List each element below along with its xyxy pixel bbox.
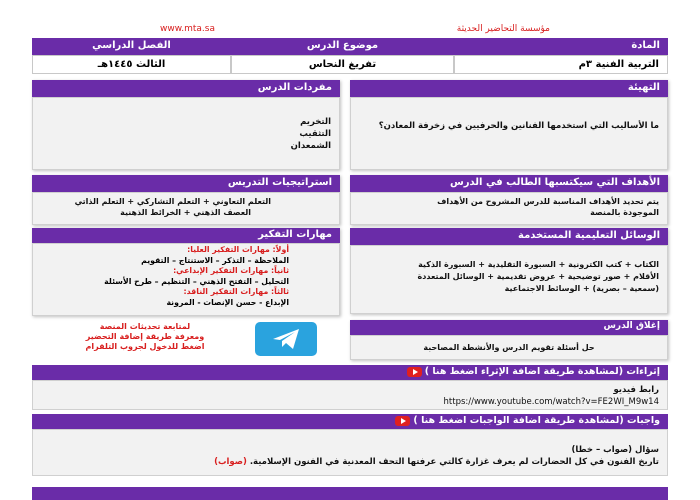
aids-text: الكتاب + كتب الكترونية + السبورة التقليدية + السبورة الذكية الأقلام + صور توضيحية + عروض تقديمية + الوسائل المتعددة (سمعية – بصرية) + الوسائط الاجتماعية bbox=[417, 260, 659, 293]
video-label: رابط فيديو bbox=[613, 385, 659, 395]
vocab-item: التثقيب bbox=[299, 129, 331, 139]
header-subject-label: المادة bbox=[631, 40, 660, 51]
promo-line-2: ومعرفة طريقة إضافة التحضير bbox=[85, 332, 205, 341]
homework-body bbox=[32, 429, 668, 476]
strategies-body bbox=[32, 192, 340, 225]
strategies-title bbox=[32, 175, 340, 192]
warmup-body bbox=[350, 97, 668, 170]
value-topic-text: تفريغ النحاس bbox=[308, 59, 377, 70]
next-section-header bbox=[32, 487, 668, 500]
site-url[interactable]: www.mta.sa bbox=[160, 24, 215, 34]
homework-question-text: تاريخ الفنون في كل الحضارات لم يعرف غزارة كالتي عرفتها التحف المعدنية في الفنون الإسلامية. bbox=[249, 457, 659, 467]
enrichment-section bbox=[32, 365, 668, 410]
aids-title bbox=[350, 228, 668, 245]
video-url[interactable]: https://www.youtube.com/watch?v=FE2WI_M9w14 bbox=[443, 397, 659, 407]
aids-body bbox=[350, 245, 668, 314]
value-subject-text: التربية الفنية ٣م bbox=[578, 59, 659, 70]
info-table bbox=[32, 38, 668, 74]
youtube-icon[interactable] bbox=[395, 416, 410, 426]
thinking-title bbox=[32, 228, 340, 243]
thinking-heading-3: ثالثاً: مهارات التفكير الناقد: bbox=[183, 287, 289, 296]
thinking-title-text: مهارات التفكير bbox=[258, 229, 332, 240]
warmup-title-text: التهيئة bbox=[627, 82, 660, 93]
header-semester-label: الفصل الدراسي bbox=[92, 40, 171, 51]
homework-question-type: سؤال (صواب – خطا) bbox=[571, 445, 659, 455]
strategies-title-text: استراتيجيات التدريس bbox=[227, 177, 332, 188]
telegram-promo-text[interactable] bbox=[70, 322, 220, 352]
strategies-section bbox=[32, 175, 340, 225]
strategies-line-2: العصف الذهني + الخرائط الذهنية bbox=[120, 208, 251, 217]
objectives-body bbox=[350, 192, 668, 225]
strategies-line-1: التعلم التعاوني + التعلم التشاركي + التعلم الذاتي bbox=[74, 197, 271, 206]
enrichment-body bbox=[32, 380, 668, 410]
thinking-body bbox=[32, 243, 340, 316]
telegram-icon[interactable] bbox=[255, 322, 317, 356]
closing-section bbox=[350, 320, 668, 360]
homework-section bbox=[32, 414, 668, 476]
vocab-title bbox=[32, 80, 340, 97]
homework-title-text: واجبات (لمشاهدة طريقة اضافة الواجبات اضغط هنا ) bbox=[413, 415, 660, 426]
header-semester bbox=[32, 38, 231, 55]
promo-line-3: اضغط للدخول لجروب التلقرام bbox=[85, 342, 205, 351]
closing-body bbox=[350, 335, 668, 360]
value-semester bbox=[32, 55, 231, 74]
enrichment-title[interactable] bbox=[32, 365, 668, 380]
warmup-question: ما الأساليب التي استخدمها الفنانين والحرفيين في زخرفة المعادن؟ bbox=[378, 121, 659, 131]
homework-title[interactable] bbox=[32, 414, 668, 429]
aids-section bbox=[350, 228, 668, 314]
vocab-list bbox=[243, 116, 331, 152]
objectives-title bbox=[350, 175, 668, 192]
warmup-section bbox=[350, 80, 668, 170]
promo-line-1: لمتابعة تحديثات المنصة bbox=[99, 322, 191, 331]
thinking-heading-2: ثانياً: مهارات التفكير الإبداعي: bbox=[173, 266, 289, 275]
header-topic-label: موضوع الدرس bbox=[306, 40, 379, 51]
closing-title bbox=[350, 320, 668, 335]
closing-text: حل أسئلة تقويم الدرس والأنشطة المصاحبة bbox=[423, 343, 595, 352]
objectives-title-text: الأهداف التي سيكتسبها الطالب في الدرس bbox=[449, 177, 660, 188]
homework-answer: (صواب) bbox=[214, 457, 247, 467]
org-name: مؤسسة التحاضير الحديثة bbox=[456, 24, 550, 34]
value-semester-text: الثالث ١٤٤٥هـ bbox=[97, 59, 166, 70]
telegram-plane-icon bbox=[255, 322, 317, 356]
objectives-section bbox=[350, 175, 668, 225]
thinking-section bbox=[32, 228, 340, 316]
vocab-body bbox=[32, 97, 340, 170]
enrichment-title-text: إثراءات (لمشاهدة طريقة اضافة الإثراء اضغط هنا ) bbox=[424, 366, 660, 377]
value-topic bbox=[231, 55, 454, 74]
thinking-line-1: الملاحظة – التذكر – الاستنتاج – التقويم bbox=[141, 255, 289, 265]
vocab-item: الشمعدان bbox=[290, 141, 331, 151]
header-topic bbox=[231, 38, 454, 55]
aids-title-text: الوسائل التعليمية المستخدمة bbox=[518, 230, 660, 241]
closing-title-text: إغلاق الدرس bbox=[603, 321, 660, 331]
vocab-title-text: مفردات الدرس bbox=[257, 82, 332, 93]
homework-question bbox=[41, 456, 659, 468]
header-subject bbox=[454, 38, 668, 55]
value-subject bbox=[454, 55, 668, 74]
warmup-title bbox=[350, 80, 668, 97]
vocab-item: التخريم bbox=[300, 117, 331, 127]
thinking-heading-1: أولاً: مهارات التفكير العليا: bbox=[187, 245, 289, 254]
thinking-line-3: الإبداع - حسن الإنصات - المرونة bbox=[166, 297, 289, 307]
objectives-text: يتم تحديد الأهداف المناسبة للدرس المشروح من الأهداف الموجودة بالمنصة bbox=[437, 197, 659, 217]
vocab-section bbox=[32, 80, 340, 170]
youtube-icon[interactable] bbox=[407, 367, 422, 377]
thinking-line-2: التحليل – التفتح الذهني – التنظيم – طرح الأسئلة bbox=[104, 276, 289, 286]
